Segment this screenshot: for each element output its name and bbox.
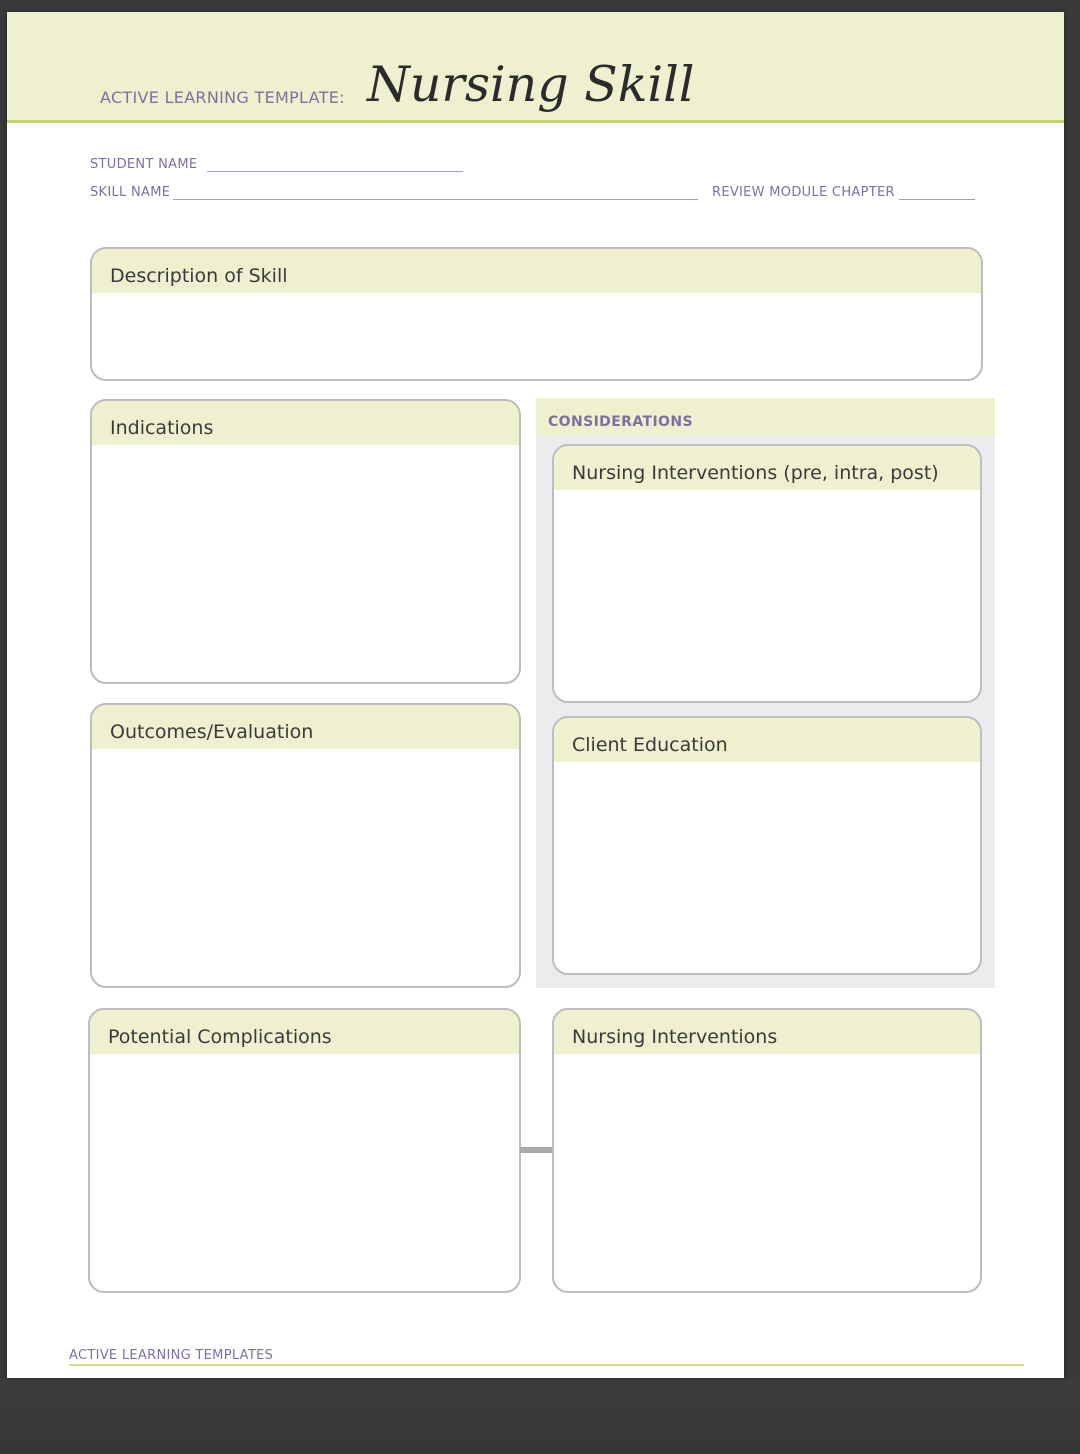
description-box[interactable] [90,247,983,381]
considerations-label: CONSIDERATIONS [548,414,693,430]
student-name-label: STUDENT NAME [90,157,198,172]
client-education-heading: Client Education [554,718,980,762]
potential-complications-heading: Potential Complications [90,1010,519,1054]
page-title: Nursing Skill [367,56,695,113]
skill-name-field[interactable] [173,199,698,200]
nursing-interventions-box[interactable] [552,1008,982,1293]
skill-name-label: SKILL NAME [90,185,171,200]
nursing-interventions-periop-heading: Nursing Interventions (pre, intra, post) [554,446,980,490]
review-module-chapter-field[interactable] [899,199,975,200]
considerations-header [536,398,995,436]
outcomes-box[interactable] [90,703,521,988]
student-name-field[interactable] [207,171,463,172]
nursing-interventions-periop-box[interactable] [552,444,982,703]
description-heading: Description of Skill [92,249,981,293]
client-education-box[interactable] [552,716,982,975]
indications-box[interactable] [90,399,521,684]
template-page [7,12,1064,1378]
footer-label: ACTIVE LEARNING TEMPLATES [69,1348,274,1363]
header-band [7,12,1064,123]
review-module-chapter-label: REVIEW MODULE CHAPTER [712,185,895,200]
template-label: ACTIVE LEARNING TEMPLATE: [100,88,345,107]
connector-bar [520,1147,552,1153]
nursing-interventions-heading: Nursing Interventions [554,1010,980,1054]
footer-divider [69,1364,1024,1366]
indications-heading: Indications [92,401,519,445]
potential-complications-box[interactable] [88,1008,521,1293]
outcomes-heading: Outcomes/Evaluation [92,705,519,749]
